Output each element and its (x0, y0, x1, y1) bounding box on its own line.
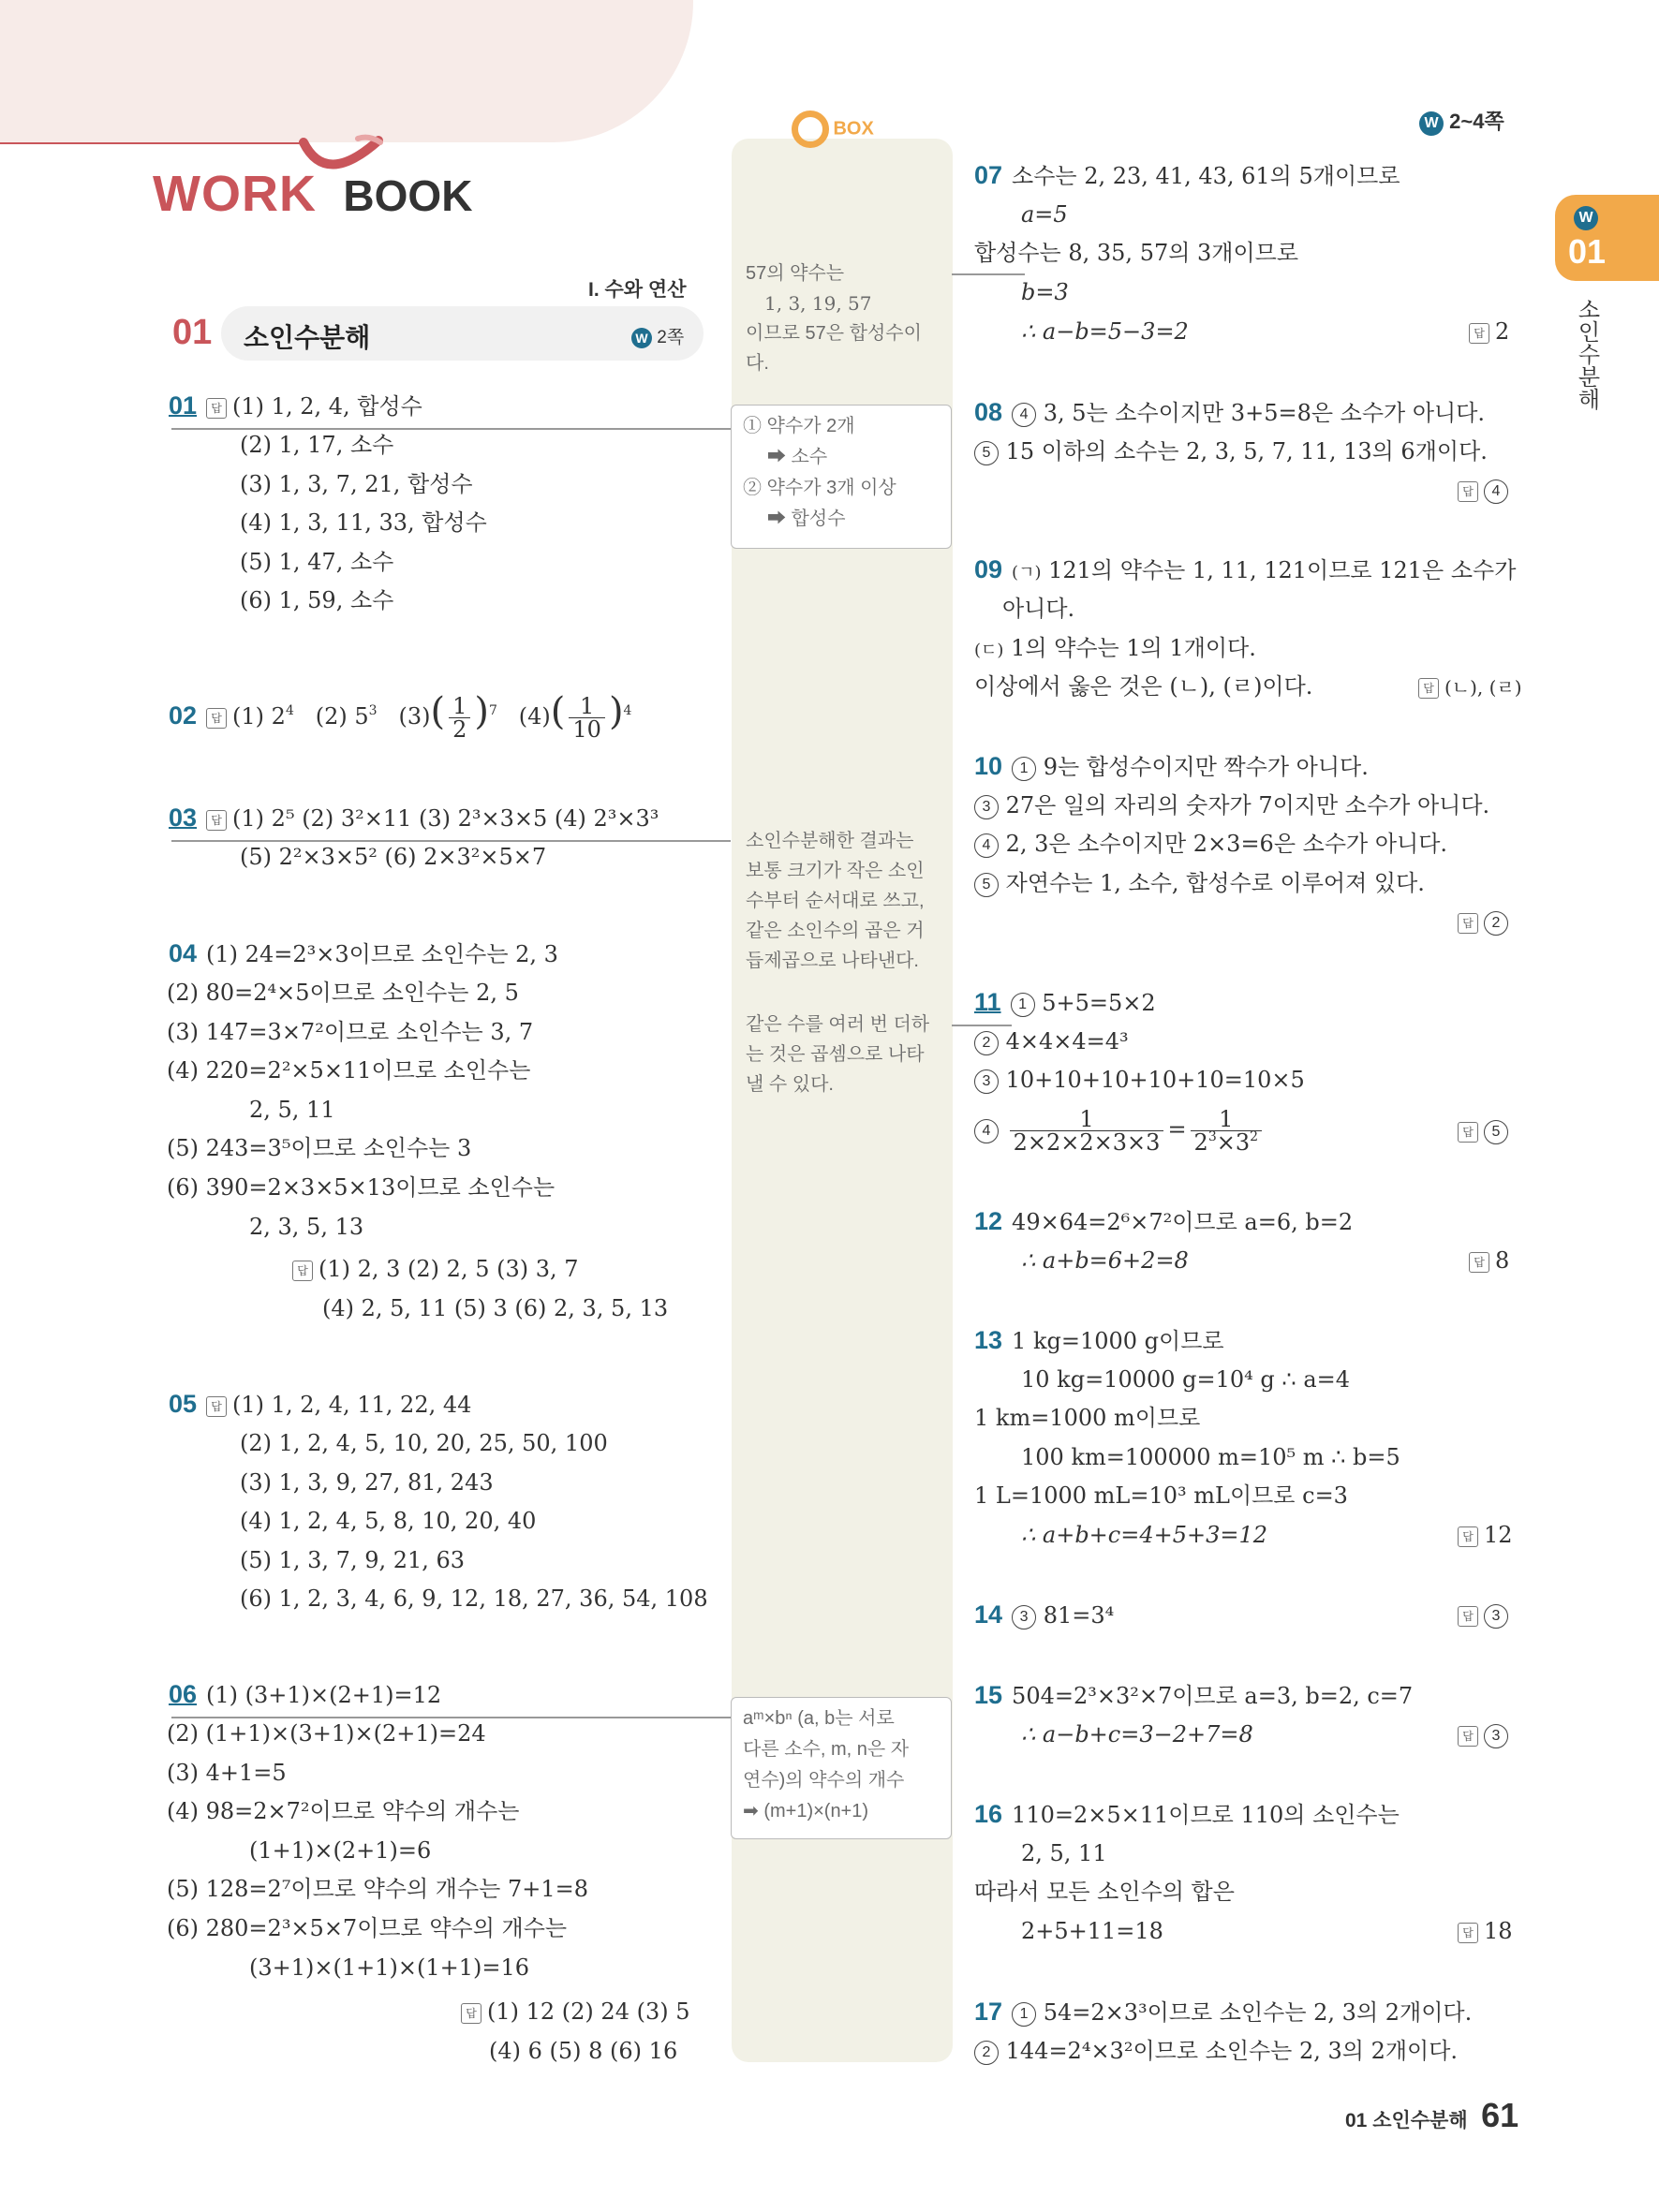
problem-11-line1 (974, 988, 1156, 1017)
problem-07-line: 합성수는 8, 35, 57의 3개이므로 (974, 240, 1299, 266)
problem-11-line (974, 1066, 1305, 1094)
qbox-note-prime (731, 405, 952, 549)
problem-14-answer (1458, 1600, 1508, 1629)
solution-text: 1의 약수는 1의 1개이다. (1011, 635, 1256, 661)
problem-16-line: 따라서 모든 소인수의 합은 (974, 1879, 1235, 1905)
answer-text: (1) 2⁵ (2) 3²×11 (3) 2³×3×5 (4) 2³×3³ (232, 805, 659, 832)
problem-04-line: (6) 390=2×3×5×13이므로 소인수는 (167, 1174, 555, 1201)
problem-05-line: (5) 1, 3, 7, 9, 21, 63 (240, 1547, 466, 1573)
problem-03-line2: (5) 2²×3×5² (6) 2×3²×5×7 (240, 844, 547, 870)
answer-text: (1) 12 (2) 24 (3) 5 (487, 1998, 690, 2025)
solution-text: 504=2³×3²×7이므로 a=3, b=2, c=7 (1012, 1683, 1414, 1709)
circled-number: 3 (974, 795, 999, 819)
problem-13-line1 (974, 1326, 1224, 1355)
problem-10-line (974, 791, 1489, 819)
qbox-line: 연수)의 약수의 개수 (743, 1770, 905, 1791)
answer-text: (1) 1, 2, 4, 11, 22, 44 (232, 1392, 472, 1418)
problem-13-answer (1458, 1521, 1513, 1549)
qbox-line: 1, 3, 19, 57 (764, 292, 872, 315)
problem-05-line: (2) 1, 2, 4, 5, 10, 20, 25, 50, 100 (240, 1430, 608, 1456)
solution-text: 10+10+10+10+10=10×5 (1005, 1067, 1305, 1093)
problem-number: 09 (974, 555, 1003, 583)
answer-icon: 답 (1458, 1606, 1478, 1627)
answer-icon: 답 (1458, 481, 1478, 502)
problem-07-line1 (974, 161, 1400, 190)
qbox-line: 다른 소수, m, n은 자 (743, 1739, 910, 1760)
answer-icon: 답 (292, 1261, 313, 1281)
answer-icon: 답 (206, 708, 227, 729)
solution-text: 9는 합성수이지만 짝수가 아니다. (1043, 754, 1369, 780)
problem-number: 10 (974, 752, 1003, 780)
solution-text: (1) (3+1)×(2+1)=12 (206, 1682, 442, 1708)
problem-number: 16 (974, 1800, 1003, 1828)
problem-number: 14 (974, 1600, 1003, 1629)
circled-number: 3 (974, 1069, 999, 1094)
problem-12-line: ∴ a+b=6+2=8 (1021, 1247, 1189, 1274)
circled-number: 5 (974, 873, 999, 897)
problem-number: 03 (169, 804, 198, 832)
answer-icon: 답 (1458, 913, 1478, 934)
problem-04-line: (3) 147=3×7²이므로 소인수는 3, 7 (167, 1019, 534, 1045)
problem-01-line: (5) 1, 47, 소수 (240, 549, 394, 575)
problem-17-line2 (974, 2037, 1458, 2065)
problem-number: 06 (169, 1680, 198, 1708)
problem-13-line: 100 km=100000 m=10⁵ m ∴ b=5 (1021, 1444, 1400, 1470)
problem-01-line: (6) 1, 59, 소수 (240, 587, 394, 613)
logo-book: BOOK (343, 171, 473, 220)
side-tab (1555, 195, 1659, 281)
problem-number: 05 (169, 1390, 198, 1418)
problem-15-line: ∴ a−b+c=3−2+7=8 (1021, 1721, 1253, 1747)
qbox-note-divisors (731, 1697, 952, 1839)
problem-05-line1 (169, 1390, 471, 1419)
corner-line (0, 142, 300, 144)
answer-icon: 답 (1458, 1726, 1478, 1747)
problem-06-line: (2) (1+1)×(3+1)×(2+1)=24 (167, 1720, 486, 1747)
problem-number: 17 (974, 1998, 1003, 2026)
connector-line (171, 840, 731, 842)
solution-text: 27은 일의 자리의 숫자가 7이지만 소수가 아니다. (1005, 792, 1490, 818)
problem-09-line: 이상에서 옳은 것은 (ㄴ), (ㄹ)이다. (974, 673, 1313, 700)
qbox-line: ② 약수가 3개 이상 (743, 478, 896, 498)
circled-number: 5 (974, 441, 999, 465)
problem-number: 13 (974, 1326, 1003, 1354)
problem-16-line: 2+5+11=18 (1021, 1918, 1163, 1944)
problem-06-answer2: (4) 6 (5) 8 (6) 16 (489, 2038, 678, 2064)
problem-10-answer (1458, 907, 1508, 936)
qbox-line: 듭제곱으로 나타낸다. (746, 951, 919, 971)
problem-number: 12 (974, 1207, 1003, 1235)
problem-06-line: (3) 4+1=5 (167, 1760, 287, 1786)
side-tab-badge: W (1574, 206, 1598, 230)
problem-04-answer2: (4) 2, 5, 11 (5) 3 (6) 2, 3, 5, 13 (322, 1295, 669, 1321)
qbox-line: 는 것은 곱셈으로 나타 (746, 1044, 925, 1065)
section-number: 01 (172, 313, 213, 352)
problem-16-line1 (974, 1800, 1400, 1829)
section-ref (631, 323, 684, 348)
problem-06-line: (4) 98=2×7²이므로 약수의 개수는 (167, 1798, 520, 1824)
problem-number: 04 (169, 939, 198, 967)
circled-number: 2 (1484, 911, 1508, 936)
qbox-line: 57의 약수는 (746, 263, 845, 284)
problem-06-answer1 (461, 1998, 689, 2026)
problem-06-line: (5) 128=2⁷이므로 약수의 개수는 7+1=8 (167, 1876, 589, 1902)
qbox-title (792, 111, 874, 148)
side-tab-number: 01 (1568, 232, 1607, 271)
solution-text: 4×4×4=4³ (1005, 1028, 1129, 1054)
solution-text: 110=2×5×11이므로 110의 소인수는 (1012, 1802, 1400, 1828)
q-icon (792, 111, 829, 148)
chapter-label: I. 수와 연산 (588, 279, 687, 301)
problem-09-line1: 09 (ㄱ) 121의 약수는 1, 11, 121이므로 121은 소수가 (974, 555, 1517, 583)
answer-text: (1) 1, 2, 4, 합성수 (232, 393, 422, 420)
problem-number: 07 (974, 161, 1003, 189)
logo-swoosh-icon (298, 133, 384, 189)
answer-icon: 답 (1458, 1122, 1478, 1143)
problem-15-answer (1458, 1720, 1508, 1748)
connector-line (171, 428, 731, 430)
solution-text: 소수는 2, 23, 41, 43, 61의 5개이므로 (1012, 163, 1400, 189)
circled-number: 1 (1012, 2002, 1036, 2027)
problem-10-line (974, 869, 1425, 897)
circled-number: 3 (1484, 1604, 1508, 1629)
problem-06-line1 (169, 1680, 441, 1709)
circled-number: 4 (974, 833, 999, 858)
problem-04-answer1 (292, 1255, 579, 1283)
problem-17-line1 (974, 1998, 1472, 2027)
answer-text: 2 (1495, 318, 1510, 345)
circled-number: 4 (974, 1119, 999, 1143)
answer-icon: 답 (461, 2003, 481, 2024)
solution-text: 5+5=5×2 (1042, 990, 1156, 1016)
qbox-line: 낼 수 있다. (746, 1074, 834, 1095)
problem-03-line1 (169, 804, 659, 833)
problem-number: 15 (974, 1681, 1003, 1709)
page-number: 61 (1481, 2096, 1519, 2134)
qbox-line: ➡ (m+1)×(n+1) (743, 1801, 869, 1821)
problem-13-line: 1 km=1000 m이므로 (974, 1405, 1201, 1431)
problem-08-line2 (974, 437, 1488, 465)
answer-text: 8 (1495, 1247, 1510, 1274)
section-ref-text: 2쪽 (657, 328, 685, 347)
connector-line (952, 1025, 1012, 1026)
solution-text: 121의 약수는 1, 11, 121이므로 121은 소수가 (1048, 557, 1517, 583)
problem-14 (974, 1600, 1114, 1630)
circled-number: 3 (1012, 1605, 1036, 1630)
solution-text: 15 이하의 소수는 2, 3, 5, 7, 11, 13의 6개이다. (1005, 438, 1488, 465)
qbox-line: 보통 크기가 작은 소인 (746, 861, 925, 881)
circled-number: 1 (1012, 757, 1036, 781)
answer-text: (ㄴ), (ㄹ) (1444, 676, 1522, 699)
circled-number: 5 (1484, 1120, 1508, 1144)
problem-05-line: (3) 1, 3, 9, 27, 81, 243 (240, 1469, 494, 1496)
answer-icon: 답 (206, 1396, 227, 1417)
problem-11-line (974, 1027, 1129, 1055)
qbox-note-multiply (746, 1010, 929, 1099)
problem-05-line: (4) 1, 2, 4, 5, 8, 10, 20, 40 (240, 1508, 537, 1534)
circled-number: 4 (1012, 403, 1036, 427)
problem-01-line: (4) 1, 3, 11, 33, 합성수 (240, 509, 487, 536)
footer (1345, 2096, 1518, 2135)
problem-04-line: (2) 80=2⁴×5이므로 소인수는 2, 5 (167, 980, 519, 1006)
solution-text: 54=2×3³이므로 소인수는 2, 3의 2개이다. (1043, 1999, 1473, 2026)
qbox-line: aᵐ×bⁿ (a, b는 서로 (743, 1708, 895, 1729)
problem-09-line3: (ㄷ) 1의 약수는 1의 1개이다. (974, 635, 1256, 661)
problem-15-line1 (974, 1681, 1413, 1710)
connector-line (952, 273, 1025, 275)
solution-text: 49×64=2⁶×7²이므로 a=6, b=2 (1012, 1209, 1354, 1235)
answer-icon: 답 (206, 398, 227, 419)
circled-number: 2 (974, 1031, 999, 1055)
problem-01-line1 (169, 391, 422, 420)
qbox-note-57 (746, 258, 922, 378)
solution-text: 자연수는 1, 소수, 합성수로 이루어져 있다. (1005, 870, 1425, 896)
w-badge-icon: W (631, 328, 652, 348)
problem-16-answer (1458, 1917, 1513, 1945)
fraction: $\frac{1}{2\times 2\times 2\times 3\times 3}$ (1010, 1108, 1164, 1154)
problem-06-line: (6) 280=2³×5×7이므로 약수의 개수는 (167, 1915, 568, 1941)
page-ref (1419, 106, 1504, 136)
problem-11-answer (1458, 1116, 1508, 1144)
connector-line (171, 1717, 731, 1718)
solution-text: (1) 24=2³×3이므로 소인수는 2, 3 (206, 941, 558, 967)
problem-07-line: a=5 (1021, 201, 1068, 228)
qbox-line: 이므로 57은 합성수이 (746, 323, 922, 344)
problem-09-line: 아니다. (1002, 596, 1075, 622)
qbox-line: 같은 수를 여러 번 더하 (746, 1014, 930, 1035)
answer-icon: 답 (1458, 1923, 1478, 1943)
problem-08-line1 (974, 398, 1485, 427)
section-title: 소인수분해 (244, 323, 371, 352)
problem-number: 02 (169, 701, 198, 730)
qbox-line: 같은 소인수의 곱은 거 (746, 921, 925, 941)
problem-16-line: 2, 5, 11 (1021, 1840, 1107, 1866)
qbox-line: ➡ 합성수 (767, 509, 846, 529)
problem-13-line: 10 kg=10000 g=10⁴ g ∴ a=4 (1021, 1366, 1350, 1393)
circled-number: 4 (1484, 479, 1508, 504)
problem-number: 11 (974, 988, 1001, 1016)
logo-work: WORK (153, 166, 317, 222)
solution-text: 144=2⁴×3²이므로 소인수는 2, 3의 2개이다. (1005, 2038, 1459, 2064)
problem-10-line1 (974, 752, 1369, 781)
problem-06-line: (1+1)×(2+1)=6 (249, 1837, 432, 1864)
answer-text: 12 (1484, 1522, 1513, 1548)
qbox-line: ➡ 소수 (767, 447, 828, 467)
qbox-title-text: BOX (833, 118, 874, 140)
qbox-line: ① 약수가 2개 (743, 416, 855, 436)
footer-section: 01 소인수분해 (1345, 2110, 1468, 2131)
problem-04-line: 2, 3, 5, 13 (249, 1214, 364, 1240)
fraction: $\frac{1}{2^3\times 3^2}$ (1191, 1108, 1263, 1154)
answer-icon: 답 (1458, 1526, 1478, 1547)
problem-06-line: (3+1)×(1+1)×(1+1)=16 (249, 1954, 529, 1981)
problem-01-line: (2) 1, 17, 소수 (240, 432, 394, 458)
qbox-line: 다. (746, 353, 769, 374)
problem-04-line: 2, 5, 11 (249, 1097, 335, 1123)
answer-text: (1) 2, 3 (2) 2, 5 (3) 3, 7 (318, 1256, 579, 1282)
problem-04-line1 (169, 939, 558, 968)
circled-number: 1 (1011, 993, 1035, 1017)
answer-icon: 답 (1469, 1252, 1489, 1273)
problem-12-line1 (974, 1207, 1353, 1236)
problem-09-answer (1418, 672, 1522, 701)
problem-12-answer (1469, 1246, 1509, 1275)
problem-07-line: b=3 (1021, 279, 1069, 305)
problem-number: 01 (169, 391, 198, 420)
answer-icon: 답 (206, 810, 227, 831)
circled-number: 2 (974, 2041, 999, 2065)
problem-04-line: (4) 220=2²×5×11이므로 소인수는 (167, 1057, 531, 1084)
w-badge-icon: W (1419, 111, 1444, 136)
solution-text: 2, 3은 소수이지만 2×3=6은 소수가 아니다. (1005, 831, 1448, 857)
solution-text: 81=3⁴ (1043, 1602, 1115, 1629)
problem-13-line: ∴ a+b+c=4+5+3=12 (1021, 1522, 1268, 1548)
problem-07-line: ∴ a−b=5−3=2 (1021, 318, 1189, 345)
qbox-line: 수부터 순서대로 쓰고, (746, 891, 925, 911)
problem-number: 08 (974, 398, 1003, 426)
circled-number: 3 (1484, 1724, 1508, 1748)
side-tab-title: 소인수분해 (1574, 298, 1599, 410)
problem-04-line: (5) 243=3⁵이므로 소인수는 3 (167, 1135, 472, 1161)
problem-02: 02 답 (1) $2^4$ (2) $5^3$ (3)( $\frac{1}{2}$ )$^7$ (4)( $\frac{1}{10}$ )$^4$ (169, 690, 632, 743)
qbox-note-factorization (746, 826, 925, 976)
qbox-line: 소인수분해한 결과는 (746, 831, 914, 851)
problem-11-line4: 4 $\frac{1}{2\times 2\times 2\times 3\times 3}$ = $\frac{1}{2^3\times 3^2}$ (974, 1105, 1266, 1154)
problem-13-line: 1 L=1000 mL=10³ mL이므로 c=3 (974, 1482, 1348, 1509)
solution-text: 3, 5는 소수이지만 3+5=8은 소수가 아니다. (1043, 400, 1486, 426)
answer-icon: 답 (1418, 678, 1439, 699)
answer-text: 18 (1484, 1918, 1513, 1944)
problem-01-line: (3) 1, 3, 7, 21, 합성수 (240, 471, 473, 497)
problem-07-answer (1469, 317, 1509, 346)
problem-08-answer (1458, 476, 1508, 504)
page-ref-text: 2~4쪽 (1449, 110, 1504, 133)
problem-10-line (974, 830, 1447, 858)
problem-05-line: (6) 1, 2, 3, 4, 6, 9, 12, 18, 27, 36, 54, 108 (240, 1585, 708, 1612)
corner-decoration (0, 0, 693, 142)
solution-text: 1 kg=1000 g이므로 (1012, 1328, 1224, 1354)
answer-icon: 답 (1469, 323, 1489, 344)
